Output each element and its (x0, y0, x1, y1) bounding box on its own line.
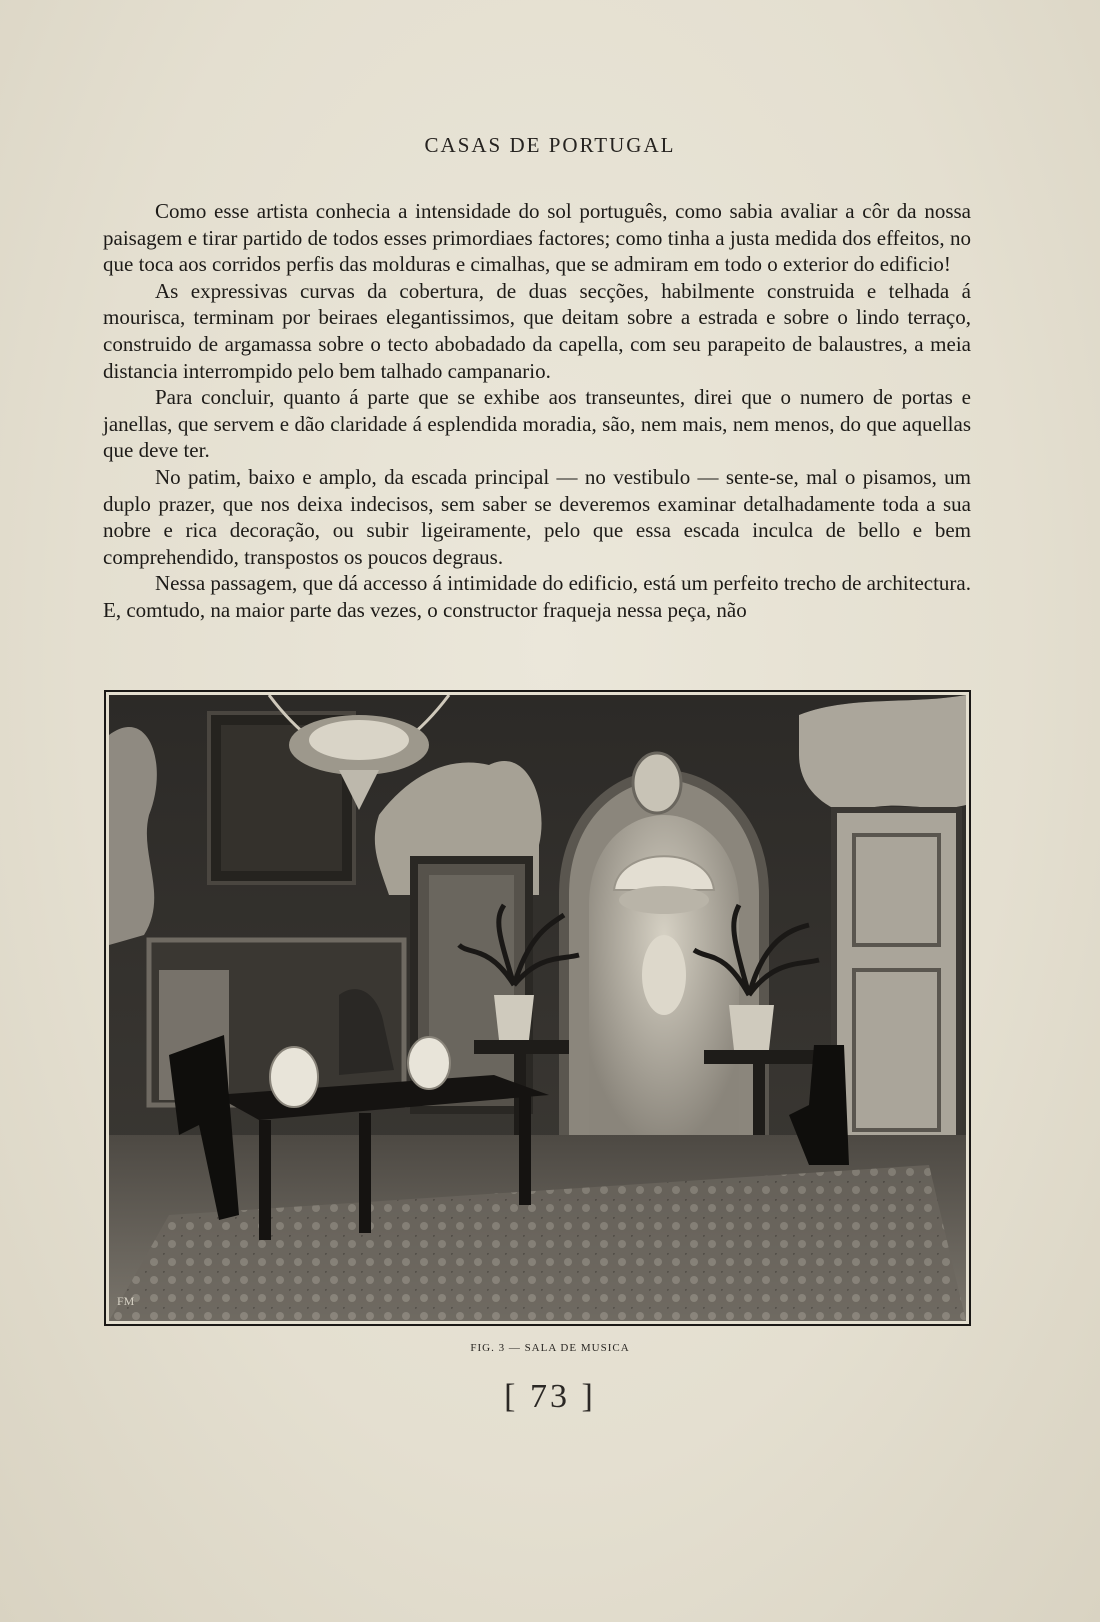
side-table-right (704, 1050, 814, 1064)
running-head: CASAS DE PORTUGAL (424, 133, 676, 157)
statue (642, 935, 686, 1015)
paragraph: Para concluir, quanto á parte que se exhibe aos transeuntes, direi que o numero de portas e janellas, que servem e dão claridade á esplendida moradia, são, nem mais, nem menos, do que aquellas que deve ter. (103, 385, 971, 463)
paragraph: Nessa passagem, que dá accesso á intimidade do edificio, está um perfeito trecho de architectura. E, comtudo, na maior parte das vezes, o constructor fraqueja nessa peça, não (103, 571, 971, 622)
page-number: [ 73 ] (504, 1378, 596, 1415)
music-room-photo (109, 695, 966, 1321)
body-text (103, 198, 971, 624)
side-table-left (474, 1040, 569, 1054)
photographer-mark: FM (117, 1294, 135, 1308)
vase-right (408, 1037, 450, 1089)
figure-photograph (104, 690, 971, 1326)
vase-left (270, 1047, 318, 1107)
paragraph: As expressivas curvas da cobertura, de duas secções, habilmente construida e telhada á mourisca, terminam por beiraes elegantissimos, que deitam sobre a estrada e sobre o lindo terraço, construido de argamassa sobre o tecto abobadado da capella, com seu parapeito de balaustres, a meia distancia interrompido pelo bem talhado campanario. (103, 278, 971, 383)
figure-caption: FIG. 3 — SALA DE MUSICA (470, 1342, 630, 1354)
paragraph: No patim, baixo e amplo, da escada principal — no vestibulo — sente-se, mal o pisamos, um duplo prazer, que nos deixa indecisos, sem saber se deveremos examinar detalhadamente toda a sua nobre e rica decoração, ou subir ligeiramente, pelo que essa escada inculca de bello e bem comprehendido, transpostos os poucos degraus. (103, 464, 971, 569)
paragraph: Como esse artista conhecia a intensidade do sol português, como sabia avaliar a côr da nossa paisagem e tirar partido de todos esses primordiaes factores; como tinha a justa medida dos effeitos, no que toca aos corridos perfis das molduras e cimalhas, que se admiram em todo o exterior do edificio! (103, 199, 971, 277)
